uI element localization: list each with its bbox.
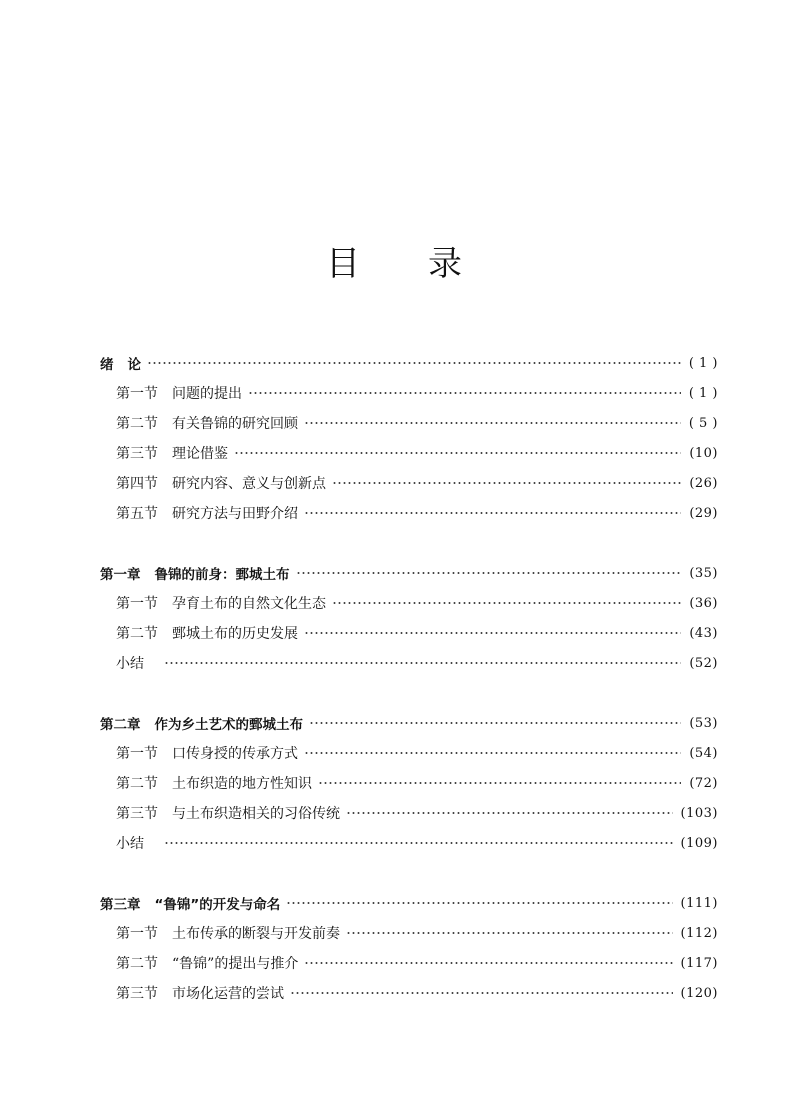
dot-leader [304, 418, 681, 428]
toc-entry-title: 孕育土布的自然文化生态 [172, 596, 326, 612]
toc-entry-title: 论 [127, 357, 141, 373]
toc-entry-label: 第一节 [116, 926, 158, 942]
toc-entry-label: 第三节 [116, 986, 158, 1002]
toc-section-row[interactable] [100, 438, 718, 468]
dot-leader [304, 628, 681, 638]
dot-leader [346, 808, 673, 818]
toc-entry-label: 第二章 [100, 717, 141, 733]
dot-leader [147, 358, 681, 368]
toc-entry-label: 第一节 [116, 386, 158, 402]
toc-section-row[interactable] [100, 618, 718, 648]
dot-leader [332, 598, 681, 608]
toc-page-number: (26) [689, 475, 718, 491]
toc-entry-label: 小结 [116, 836, 144, 852]
dot-leader [304, 958, 672, 968]
toc-page-number: ( 1 ) [688, 385, 718, 401]
toc-page-number: (52) [689, 655, 718, 671]
title-char-1: 目 [326, 244, 362, 284]
toc-entry-title: 理论借鉴 [172, 446, 228, 462]
toc-entry-title: 口传身授的传承方式 [172, 746, 298, 762]
toc-section-row[interactable] [100, 978, 718, 1008]
toc-section-row[interactable] [100, 588, 718, 618]
toc-page-number: (72) [689, 775, 718, 791]
dot-leader [318, 778, 681, 788]
title-char-2: 录 [428, 244, 464, 284]
toc-section-row[interactable] [100, 468, 718, 498]
toc-chapter-row[interactable] [100, 708, 718, 738]
toc-entry-title: 研究内容、意义与创新点 [172, 476, 326, 492]
toc-section-row[interactable] [100, 948, 718, 978]
toc-entry-label: 第一节 [116, 596, 158, 612]
toc-entry-label: 第三章 [100, 897, 141, 913]
dot-leader [164, 658, 681, 668]
toc-entry-title: 作为乡土艺术的鄄城土布 [154, 717, 303, 733]
toc-page-number: (35) [689, 565, 718, 581]
toc-entry-label: 第二节 [116, 776, 158, 792]
toc-entry-title: 有关鲁锦的研究回顾 [172, 416, 298, 432]
toc-page-number: (112) [680, 925, 718, 941]
toc-page-number: (10) [689, 445, 718, 461]
page-title [0, 236, 790, 285]
toc-page-number: (109) [680, 835, 718, 851]
dot-leader [346, 928, 673, 938]
toc-entry-label: 绪 [100, 357, 114, 373]
toc-chapter-row[interactable] [100, 348, 718, 378]
toc-chapter-row[interactable] [100, 558, 718, 588]
toc-page-number: (54) [689, 745, 718, 761]
toc-section-row[interactable] [100, 828, 718, 858]
dot-leader [296, 568, 682, 578]
toc-section-row[interactable] [100, 918, 718, 948]
toc-entry-title: 研究方法与田野介绍 [172, 506, 298, 522]
toc-section-row[interactable] [100, 738, 718, 768]
toc-entry-label: 第一章 [100, 567, 141, 583]
toc-section-row[interactable] [100, 498, 718, 528]
toc-section-row[interactable] [100, 378, 718, 408]
dot-leader [304, 748, 681, 758]
toc-page-number: (43) [689, 625, 718, 641]
toc-entry-label: 第二节 [116, 416, 158, 432]
toc-entry-label: 第二节 [116, 956, 158, 972]
dot-leader [234, 448, 681, 458]
toc-entry-title: 与土布织造相关的习俗传统 [172, 806, 340, 822]
toc-page-number: (36) [689, 595, 718, 611]
dot-leader [290, 988, 673, 998]
toc-section-row[interactable] [100, 648, 718, 678]
dot-leader [304, 508, 681, 518]
toc-entry-label: 第四节 [116, 476, 158, 492]
toc-chapter-row[interactable] [100, 888, 718, 918]
table-of-contents [100, 348, 718, 1008]
toc-entry-title: 鲁锦的前身：鄄城土布 [154, 567, 290, 583]
toc-section-row[interactable] [100, 408, 718, 438]
toc-page-number: ( 1 ) [688, 355, 718, 371]
toc-entry-label: 小结 [116, 656, 144, 672]
toc-entry-title: 问题的提出 [172, 386, 242, 402]
dot-leader [332, 478, 681, 488]
toc-page-number: ( 5 ) [688, 415, 718, 431]
toc-page-number: (103) [680, 805, 718, 821]
toc-entry-title: “鲁锦”的开发与命名 [154, 897, 281, 913]
toc-page-number: (120) [680, 985, 718, 1001]
toc-entry-title: 鄄城土布的历史发展 [172, 626, 298, 642]
dot-leader [248, 388, 681, 398]
toc-section-row[interactable] [100, 798, 718, 828]
toc-page-number: (53) [689, 715, 718, 731]
dot-leader [286, 898, 672, 908]
toc-entry-title: “鲁锦”的提出与推介 [172, 956, 299, 972]
toc-page-number: (111) [680, 895, 718, 911]
toc-section-row[interactable] [100, 768, 718, 798]
toc-entry-label: 第五节 [116, 506, 158, 522]
toc-entry-label: 第三节 [116, 806, 158, 822]
toc-page-number: (117) [680, 955, 718, 971]
toc-entry-title: 土布织造的地方性知识 [172, 776, 312, 792]
toc-entry-label: 第二节 [116, 626, 158, 642]
toc-entry-label: 第一节 [116, 746, 158, 762]
toc-entry-label: 第三节 [116, 446, 158, 462]
toc-entry-title: 市场化运营的尝试 [172, 986, 284, 1002]
toc-page-number: (29) [689, 505, 718, 521]
dot-leader [309, 718, 681, 728]
toc-entry-title: 土布传承的断裂与开发前奏 [172, 926, 340, 942]
dot-leader [164, 838, 673, 848]
